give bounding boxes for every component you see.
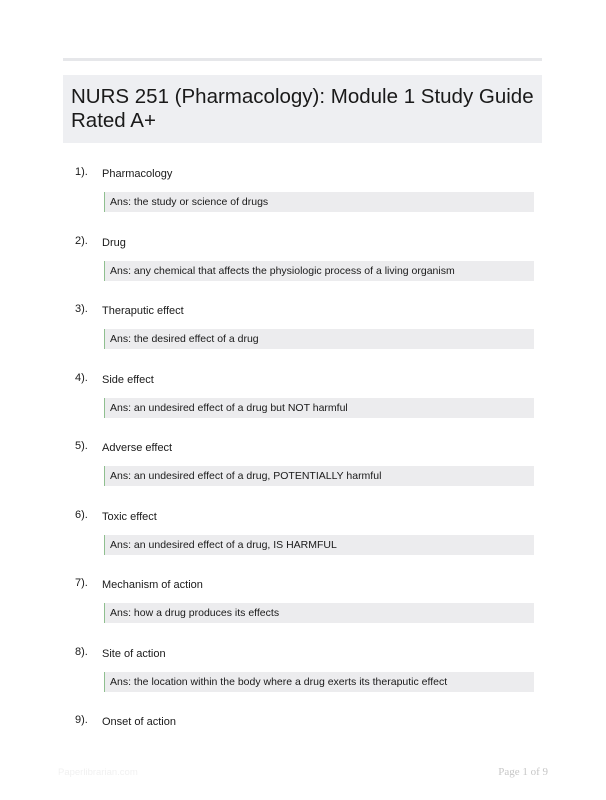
question-list xyxy=(0,164,606,781)
question-text: Drug xyxy=(102,236,126,249)
question-text: Toxic effect xyxy=(102,510,157,523)
answer-box: Ans: an undesired effect of a drug, IS HARMFUL xyxy=(104,535,534,555)
answer-box: Ans: the desired effect of a drug xyxy=(104,329,534,349)
qa-item xyxy=(0,370,606,439)
question-text: Theraputic effect xyxy=(102,305,184,317)
qa-item xyxy=(0,164,606,233)
answer-box: Ans: any chemical that affects the physiologic process of a living organism xyxy=(104,261,534,281)
question-number: 3). xyxy=(75,303,88,315)
question-number: 2). xyxy=(75,234,88,247)
qa-item xyxy=(0,507,606,576)
page-indicator: Page 1 of 9 xyxy=(498,766,548,778)
page-title: NURS 251 (Pharmacology): Module 1 Study Guide Rated A+ xyxy=(71,85,534,132)
question-text: Onset of action xyxy=(102,716,176,728)
question-number: 4). xyxy=(75,371,88,384)
top-divider xyxy=(63,58,542,61)
qa-item xyxy=(0,301,606,370)
qa-item xyxy=(0,233,606,302)
question-number: 7). xyxy=(75,577,88,589)
qa-item xyxy=(0,575,606,644)
question-text: Site of action xyxy=(102,647,166,660)
question-text: Side effect xyxy=(102,373,154,386)
footer-watermark: Paperlibrarian.com xyxy=(58,767,138,778)
title-banner xyxy=(63,75,542,143)
question-number: 5). xyxy=(75,440,88,452)
answer-box: Ans: an undesired effect of a drug but NOT harmful xyxy=(104,398,534,418)
qa-item xyxy=(0,644,606,713)
question-number: 9). xyxy=(75,714,88,726)
question-number: 1). xyxy=(75,166,88,178)
answer-box: Ans: the location within the body where a drug exerts its theraputic effect xyxy=(104,672,534,692)
answer-box: Ans: an undesired effect of a drug, POTENTIALLY harmful xyxy=(104,466,534,486)
qa-item xyxy=(0,438,606,507)
question-text: Pharmacology xyxy=(102,168,173,180)
answer-box: Ans: the study or science of drugs xyxy=(104,192,534,212)
question-number: 6). xyxy=(75,508,88,521)
question-number: 8). xyxy=(75,645,88,658)
answer-box: Ans: how a drug produces its effects xyxy=(104,603,534,623)
question-text: Adverse effect xyxy=(102,442,173,454)
question-text: Mechanism of action xyxy=(102,579,203,591)
